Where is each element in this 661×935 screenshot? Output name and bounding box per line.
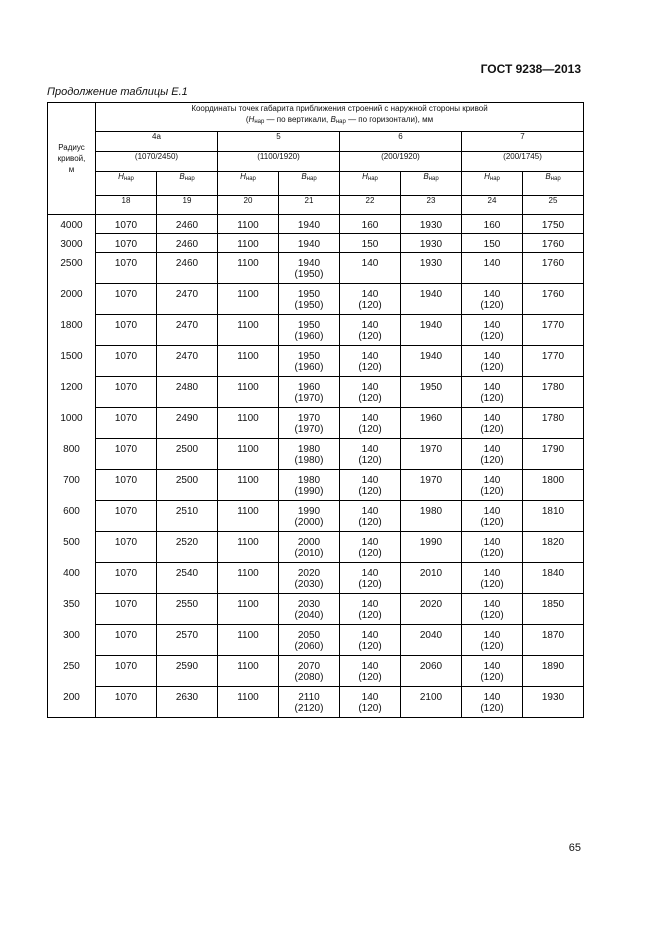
value-cell: 2470 bbox=[157, 346, 218, 377]
value-cell: 2040 bbox=[401, 625, 462, 656]
value-cell: 1970 bbox=[401, 470, 462, 501]
value-cell: 1070 bbox=[96, 377, 157, 408]
value-cell: 1950 bbox=[401, 377, 462, 408]
table-row bbox=[48, 594, 584, 625]
value-cell: 2630 bbox=[157, 687, 218, 718]
value-cell: 2470 bbox=[157, 315, 218, 346]
value-cell: 1950 (1960) bbox=[279, 315, 340, 346]
column-number: 24 bbox=[462, 196, 523, 215]
radius-cell: 1500 bbox=[48, 346, 96, 377]
value-cell: 140 (120) bbox=[462, 315, 523, 346]
table-row bbox=[48, 377, 584, 408]
value-cell: 1100 bbox=[218, 377, 279, 408]
value-cell: 2100 bbox=[401, 687, 462, 718]
value-cell: 2050 (2060) bbox=[279, 625, 340, 656]
value-cell: 160 bbox=[462, 215, 523, 234]
value-cell: 2000 (2010) bbox=[279, 532, 340, 563]
value-cell: 140 (120) bbox=[462, 532, 523, 563]
value-cell: 1100 bbox=[218, 470, 279, 501]
value-cell: 1770 bbox=[523, 315, 584, 346]
table-row bbox=[48, 234, 584, 253]
value-cell: 1070 bbox=[96, 470, 157, 501]
symbol-header: $В_{нар}$ bbox=[157, 172, 218, 196]
value-cell: 1100 bbox=[218, 687, 279, 718]
value-cell: 1070 bbox=[96, 253, 157, 284]
page-number: 65 bbox=[568, 842, 581, 854]
value-cell: 2500 bbox=[157, 470, 218, 501]
value-cell: 1930 bbox=[401, 215, 462, 234]
value-cell: 140 (120) bbox=[462, 563, 523, 594]
value-cell: 1100 bbox=[218, 346, 279, 377]
value-cell: 1070 bbox=[96, 532, 157, 563]
table-row bbox=[48, 656, 584, 687]
value-cell: 2460 bbox=[157, 253, 218, 284]
column-number: 23 bbox=[401, 196, 462, 215]
symbol-header: $Н_{нар}$ bbox=[340, 172, 401, 196]
value-cell: 2020 (2030) bbox=[279, 563, 340, 594]
value-cell: 1100 bbox=[218, 253, 279, 284]
value-cell: 1100 bbox=[218, 501, 279, 532]
value-cell: 1760 bbox=[523, 234, 584, 253]
value-cell: 1070 bbox=[96, 284, 157, 315]
value-cell: 1070 bbox=[96, 563, 157, 594]
value-cell: 1850 bbox=[523, 594, 584, 625]
value-cell: 140 bbox=[462, 253, 523, 284]
value-cell: 140 bbox=[340, 253, 401, 284]
radius-column-header: Радиус кривой, м bbox=[48, 103, 96, 215]
value-cell: 1970 bbox=[401, 439, 462, 470]
group-header: 7 bbox=[462, 132, 584, 152]
value-cell: 1980 (1980) bbox=[279, 439, 340, 470]
column-number: 21 bbox=[279, 196, 340, 215]
radius-cell: 600 bbox=[48, 501, 96, 532]
value-cell: 1940 (1950) bbox=[279, 253, 340, 284]
symbol-header: $Н_{нар}$ bbox=[462, 172, 523, 196]
symbol-header: $В_{нар}$ bbox=[279, 172, 340, 196]
value-cell: 2500 bbox=[157, 439, 218, 470]
value-cell: 140 (120) bbox=[462, 687, 523, 718]
value-cell: 140 (120) bbox=[340, 656, 401, 687]
value-cell: 1070 bbox=[96, 594, 157, 625]
value-cell: 2460 bbox=[157, 234, 218, 253]
value-cell: 140 (120) bbox=[340, 501, 401, 532]
value-cell: 2550 bbox=[157, 594, 218, 625]
value-cell: 140 (120) bbox=[340, 687, 401, 718]
radius-cell: 700 bbox=[48, 470, 96, 501]
group-header: 4а bbox=[96, 132, 218, 152]
clearance-table bbox=[47, 102, 584, 718]
value-cell: 1820 bbox=[523, 532, 584, 563]
value-cell: 1960 (1970) bbox=[279, 377, 340, 408]
symbol-header: $Н_{нар}$ bbox=[218, 172, 279, 196]
value-cell: 140 (120) bbox=[462, 408, 523, 439]
value-cell: 140 (120) bbox=[462, 470, 523, 501]
value-cell: 1930 bbox=[401, 253, 462, 284]
value-cell: 140 (120) bbox=[462, 594, 523, 625]
table-row bbox=[48, 284, 584, 315]
value-cell: 1940 bbox=[401, 315, 462, 346]
value-cell: 1960 bbox=[401, 408, 462, 439]
value-cell: 140 (120) bbox=[462, 284, 523, 315]
radius-cell: 250 bbox=[48, 656, 96, 687]
group-ratio: (200/1745) bbox=[462, 152, 584, 172]
value-cell: 2030 (2040) bbox=[279, 594, 340, 625]
table-row bbox=[48, 215, 584, 234]
value-cell: 1940 bbox=[401, 346, 462, 377]
value-cell: 1100 bbox=[218, 215, 279, 234]
value-cell: 1930 bbox=[523, 687, 584, 718]
value-cell: 1930 bbox=[401, 234, 462, 253]
value-cell: 140 (120) bbox=[462, 501, 523, 532]
value-cell: 1070 bbox=[96, 501, 157, 532]
column-number: 18 bbox=[96, 196, 157, 215]
value-cell: 1950 (1950) bbox=[279, 284, 340, 315]
column-number: 22 bbox=[340, 196, 401, 215]
value-cell: 2540 bbox=[157, 563, 218, 594]
value-cell: 1070 bbox=[96, 439, 157, 470]
value-cell: 1810 bbox=[523, 501, 584, 532]
value-cell: 140 (120) bbox=[340, 284, 401, 315]
value-cell: 150 bbox=[462, 234, 523, 253]
value-cell: 1950 (1960) bbox=[279, 346, 340, 377]
document-standard-code: ГОСТ 9238—2013 bbox=[480, 62, 581, 76]
value-cell: 140 (120) bbox=[340, 470, 401, 501]
value-cell: 140 (120) bbox=[340, 408, 401, 439]
table-row bbox=[48, 315, 584, 346]
group-ratio: (1070/2450) bbox=[96, 152, 218, 172]
radius-cell: 300 bbox=[48, 625, 96, 656]
table-row bbox=[48, 687, 584, 718]
value-cell: 150 bbox=[340, 234, 401, 253]
value-cell: 1980 bbox=[401, 501, 462, 532]
radius-cell: 400 bbox=[48, 563, 96, 594]
value-cell: 1750 bbox=[523, 215, 584, 234]
group-ratio: (200/1920) bbox=[340, 152, 462, 172]
value-cell: 140 (120) bbox=[340, 532, 401, 563]
radius-cell: 1000 bbox=[48, 408, 96, 439]
radius-cell: 2000 bbox=[48, 284, 96, 315]
value-cell: 1070 bbox=[96, 687, 157, 718]
value-cell: 1780 bbox=[523, 377, 584, 408]
value-cell: 2570 bbox=[157, 625, 218, 656]
value-cell: 1100 bbox=[218, 284, 279, 315]
value-cell: 1940 bbox=[279, 234, 340, 253]
table-row bbox=[48, 470, 584, 501]
value-cell: 1780 bbox=[523, 408, 584, 439]
value-cell: 2510 bbox=[157, 501, 218, 532]
radius-cell: 1200 bbox=[48, 377, 96, 408]
column-number: 20 bbox=[218, 196, 279, 215]
value-cell: 1100 bbox=[218, 563, 279, 594]
value-cell: 2020 bbox=[401, 594, 462, 625]
value-cell: 1100 bbox=[218, 532, 279, 563]
table-row bbox=[48, 625, 584, 656]
radius-cell: 500 bbox=[48, 532, 96, 563]
value-cell: 140 (120) bbox=[462, 377, 523, 408]
value-cell: 1100 bbox=[218, 234, 279, 253]
group-header: 5 bbox=[218, 132, 340, 152]
value-cell: 1940 bbox=[401, 284, 462, 315]
value-cell: 1100 bbox=[218, 439, 279, 470]
radius-cell: 800 bbox=[48, 439, 96, 470]
value-cell: 1100 bbox=[218, 656, 279, 687]
column-number: 25 bbox=[523, 196, 584, 215]
value-cell: 2590 bbox=[157, 656, 218, 687]
value-cell: 1070 bbox=[96, 656, 157, 687]
value-cell: 140 (120) bbox=[340, 563, 401, 594]
radius-cell: 2500 bbox=[48, 253, 96, 284]
value-cell: 1940 bbox=[279, 215, 340, 234]
value-cell: 2470 bbox=[157, 284, 218, 315]
value-cell: 140 (120) bbox=[462, 656, 523, 687]
value-cell: 1070 bbox=[96, 215, 157, 234]
value-cell: 140 (120) bbox=[462, 625, 523, 656]
value-cell: 1870 bbox=[523, 625, 584, 656]
table-row bbox=[48, 532, 584, 563]
value-cell: 1070 bbox=[96, 315, 157, 346]
radius-cell: 3000 bbox=[48, 234, 96, 253]
value-cell: 1970 (1970) bbox=[279, 408, 340, 439]
coordinates-header: Координаты точек габарита приближения строений с наружной стороны кривой ($Н_{нар}$ — по вертикали, $В_{нар}$ — по горизонтали), мм bbox=[96, 103, 584, 132]
value-cell: 1070 bbox=[96, 625, 157, 656]
value-cell: 160 bbox=[340, 215, 401, 234]
symbol-header: $Н_{нар}$ bbox=[96, 172, 157, 196]
value-cell: 2490 bbox=[157, 408, 218, 439]
value-cell: 140 (120) bbox=[340, 439, 401, 470]
table-row bbox=[48, 408, 584, 439]
value-cell: 2070 (2080) bbox=[279, 656, 340, 687]
value-cell: 140 (120) bbox=[340, 315, 401, 346]
group-ratio: (1100/1920) bbox=[218, 152, 340, 172]
value-cell: 1980 (1990) bbox=[279, 470, 340, 501]
radius-cell: 1800 bbox=[48, 315, 96, 346]
symbol-header: $В_{нар}$ bbox=[523, 172, 584, 196]
value-cell: 1070 bbox=[96, 234, 157, 253]
column-number: 19 bbox=[157, 196, 218, 215]
table-row bbox=[48, 253, 584, 284]
value-cell: 140 (120) bbox=[462, 346, 523, 377]
value-cell: 1800 bbox=[523, 470, 584, 501]
value-cell: 140 (120) bbox=[462, 439, 523, 470]
value-cell: 1770 bbox=[523, 346, 584, 377]
value-cell: 1100 bbox=[218, 408, 279, 439]
table-row bbox=[48, 501, 584, 532]
table-row bbox=[48, 346, 584, 377]
table-row bbox=[48, 563, 584, 594]
value-cell: 1070 bbox=[96, 346, 157, 377]
value-cell: 1100 bbox=[218, 315, 279, 346]
value-cell: 1070 bbox=[96, 408, 157, 439]
value-cell: 2460 bbox=[157, 215, 218, 234]
value-cell: 140 (120) bbox=[340, 594, 401, 625]
value-cell: 1760 bbox=[523, 284, 584, 315]
value-cell: 140 (120) bbox=[340, 346, 401, 377]
value-cell: 2010 bbox=[401, 563, 462, 594]
radius-cell: 4000 bbox=[48, 215, 96, 234]
value-cell: 1100 bbox=[218, 625, 279, 656]
value-cell: 1990 bbox=[401, 532, 462, 563]
value-cell: 1840 bbox=[523, 563, 584, 594]
value-cell: 1100 bbox=[218, 594, 279, 625]
group-header: 6 bbox=[340, 132, 462, 152]
radius-cell: 200 bbox=[48, 687, 96, 718]
value-cell: 1790 bbox=[523, 439, 584, 470]
value-cell: 2520 bbox=[157, 532, 218, 563]
table-row bbox=[48, 439, 584, 470]
value-cell: 140 (120) bbox=[340, 377, 401, 408]
value-cell: 140 (120) bbox=[340, 625, 401, 656]
symbol-header: $В_{нар}$ bbox=[401, 172, 462, 196]
value-cell: 1890 bbox=[523, 656, 584, 687]
table-caption: Продолжение таблицы Е.1 bbox=[47, 86, 188, 98]
value-cell: 2060 bbox=[401, 656, 462, 687]
value-cell: 1990 (2000) bbox=[279, 501, 340, 532]
value-cell: 2480 bbox=[157, 377, 218, 408]
value-cell: 2110 (2120) bbox=[279, 687, 340, 718]
radius-cell: 350 bbox=[48, 594, 96, 625]
value-cell: 1760 bbox=[523, 253, 584, 284]
